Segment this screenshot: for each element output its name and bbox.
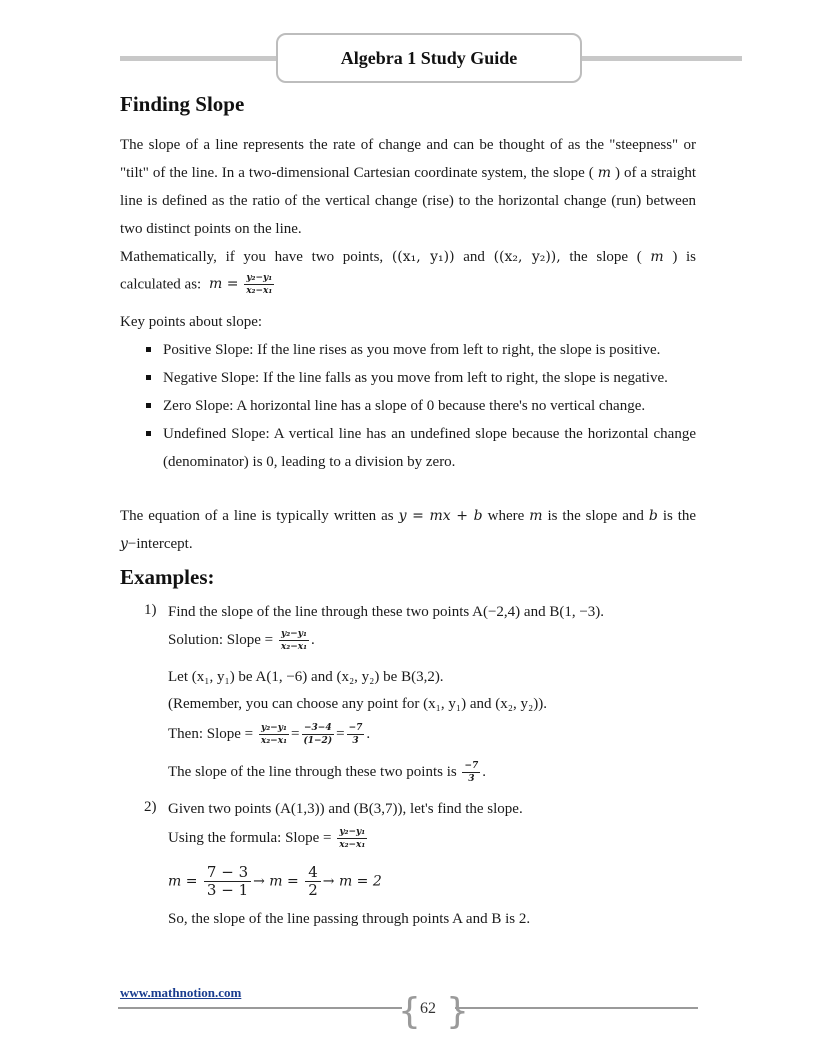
page-number: 62 bbox=[420, 1000, 436, 1017]
section-title: Finding Slope bbox=[120, 92, 245, 116]
point-2: ((x₂, y₂)), bbox=[493, 249, 561, 265]
equation-text-e: −intercept. bbox=[127, 536, 193, 552]
example-1-solution: Solution: Slope = $\frac{\text{y₂−y₁}}{\text{x₂−x₁}}$ . bbox=[168, 628, 315, 652]
example-2-conclusion: So, the slope of the line passing through points A and B is 2. bbox=[168, 911, 531, 927]
example-1-question: Find the slope of the line through these two points A(−2,4) and B(1, −3). bbox=[168, 604, 605, 620]
fraction-denominator: 3 − 1 bbox=[206, 881, 249, 899]
point-1: ((x₁, y₁)) bbox=[391, 249, 455, 265]
calc-lhs: m = bbox=[208, 276, 239, 293]
equation-y: y bbox=[120, 536, 128, 552]
fraction-numerator: −3−4 bbox=[303, 722, 332, 733]
intro-text-a: The slope of a line represents the rate of change and can be thought of as the "steepness" or "tilt" of the line. In a two-dimensional Cartesian coordinate system, the slope ( bbox=[120, 137, 696, 181]
fraction-numerator: −7 bbox=[348, 722, 363, 733]
calc-fraction-1 bbox=[204, 864, 251, 899]
list-item: Zero Slope: A horizontal line has a slope of 0 because there's no vertical change. bbox=[146, 392, 696, 420]
example-1-conclusion: The slope of the line through these two points is $\frac{-7}{3}$ . bbox=[168, 760, 487, 784]
calc-label: calculated as: bbox=[120, 276, 202, 293]
website-link[interactable]: www.mathnotion.com bbox=[120, 985, 242, 1000]
footer-rule-left bbox=[118, 1007, 402, 1009]
equation-text-c: is the slope and bbox=[547, 508, 644, 524]
math-text-c: ) is bbox=[672, 249, 697, 265]
equation-text-a: The equation of a line is typically written as bbox=[120, 508, 394, 524]
slope-formula-fraction bbox=[244, 274, 274, 296]
formula-label: Using the formula: Slope = bbox=[168, 830, 332, 846]
calc-arrow-1: → m = bbox=[253, 873, 299, 890]
slope-formula-line bbox=[120, 274, 276, 296]
equation-paragraph bbox=[120, 502, 696, 558]
fraction-denominator: x₂−x₁ bbox=[280, 641, 308, 652]
formula-denominator: x₂−x₁ bbox=[246, 286, 273, 296]
example-2-question: Given two points (A(1,3)) and (B(3,7)), let's find the slope. bbox=[168, 801, 523, 817]
conclusion-fraction bbox=[462, 762, 480, 784]
page-brace-right: } bbox=[446, 991, 469, 1032]
page-brace-left: { bbox=[398, 991, 421, 1032]
conclusion-text: The slope of the line through these two points is bbox=[168, 764, 457, 780]
calc-arrow-2: → m = 2 bbox=[322, 873, 382, 890]
examples-title: Examples: bbox=[120, 565, 215, 589]
slope-symbol-2: m bbox=[650, 249, 664, 265]
then-fraction-2 bbox=[302, 724, 335, 746]
example-1-number: 1) bbox=[144, 602, 157, 618]
header-title: Algebra 1 Study Guide bbox=[276, 33, 582, 83]
formula-fraction bbox=[337, 828, 367, 850]
formula-numerator: y₂−y₁ bbox=[246, 273, 273, 283]
then-fraction-1 bbox=[259, 724, 289, 746]
key-points-list bbox=[146, 336, 696, 476]
fraction-denominator: 2 bbox=[308, 881, 318, 899]
example-2-formula bbox=[168, 826, 369, 850]
example-1-remember: (Remember, you can choose any point for (x₁, y₁) and (x₂, y₂)). bbox=[168, 696, 547, 712]
then-fraction-3 bbox=[347, 724, 365, 746]
math-and: and bbox=[463, 249, 485, 265]
equation-m: m bbox=[529, 508, 543, 524]
fraction-numerator: y₂−y₁ bbox=[281, 628, 307, 639]
header-rule-right bbox=[580, 56, 742, 61]
fraction-numerator: 4 bbox=[305, 864, 321, 882]
list-item: Positive Slope: If the line rises as you move from left to right, the slope is positive. bbox=[146, 336, 696, 364]
solution-fraction bbox=[279, 630, 309, 652]
example-1-let: Let (x₁, y₁) be A(1, −6) and (x₂, y₂) be B(3,2). bbox=[168, 669, 444, 685]
fraction-numerator: −7 bbox=[464, 760, 479, 771]
math-paragraph-line bbox=[120, 243, 696, 271]
equation-text-b: where bbox=[487, 508, 525, 524]
calc-m: m = bbox=[168, 873, 198, 890]
fraction-numerator: y₂−y₁ bbox=[261, 722, 287, 733]
intro-text-b: ) of a straight line is defined as the ratio of the vertical change (rise) to the horizontal change (run) between two distinct points on the line. bbox=[120, 165, 697, 237]
math-text-a: Mathematically, if you have two points, bbox=[120, 249, 384, 265]
then-label: Then: Slope = bbox=[168, 726, 254, 742]
header-rule-left bbox=[120, 56, 278, 61]
example-2-calculation bbox=[168, 864, 382, 899]
calc-fraction-2 bbox=[305, 864, 321, 899]
fraction-denominator: x₂−x₁ bbox=[339, 839, 366, 850]
equation-text-d: is the bbox=[662, 508, 697, 524]
footer-rule-right bbox=[455, 1007, 698, 1009]
fraction-denominator: 3 bbox=[468, 773, 475, 784]
key-points-label: Key points about slope: bbox=[120, 314, 263, 330]
example-1-then: Then: Slope = $\frac{\text{y₂−y₁}}{\text{x₂−x₁}}$ = $\frac{-3-4}{(1-2)}$ = $\frac{-7}{3}$ . bbox=[168, 722, 371, 746]
fraction-denominator: 3 bbox=[352, 735, 359, 746]
line-equation: y = mx + b bbox=[398, 508, 483, 524]
solution-label: Solution: Slope = bbox=[168, 632, 274, 648]
slope-symbol: m bbox=[597, 165, 612, 181]
fraction-denominator: (1−2) bbox=[303, 735, 333, 746]
math-text-b: the slope ( bbox=[569, 249, 642, 265]
fraction-numerator: y₂−y₁ bbox=[339, 826, 366, 837]
equation-b: b bbox=[648, 508, 658, 524]
list-item: Undefined Slope: A vertical line has an undefined slope because the horizontal change (denominator) is 0, leading to a division by zero. bbox=[146, 420, 696, 476]
list-item: Negative Slope: If the line falls as you move from left to right, the slope is negative. bbox=[146, 364, 696, 392]
example-2-number: 2) bbox=[144, 799, 157, 815]
intro-paragraph bbox=[120, 131, 696, 243]
fraction-denominator: x₂−x₁ bbox=[260, 735, 288, 746]
fraction-numerator: 7 − 3 bbox=[204, 864, 251, 882]
